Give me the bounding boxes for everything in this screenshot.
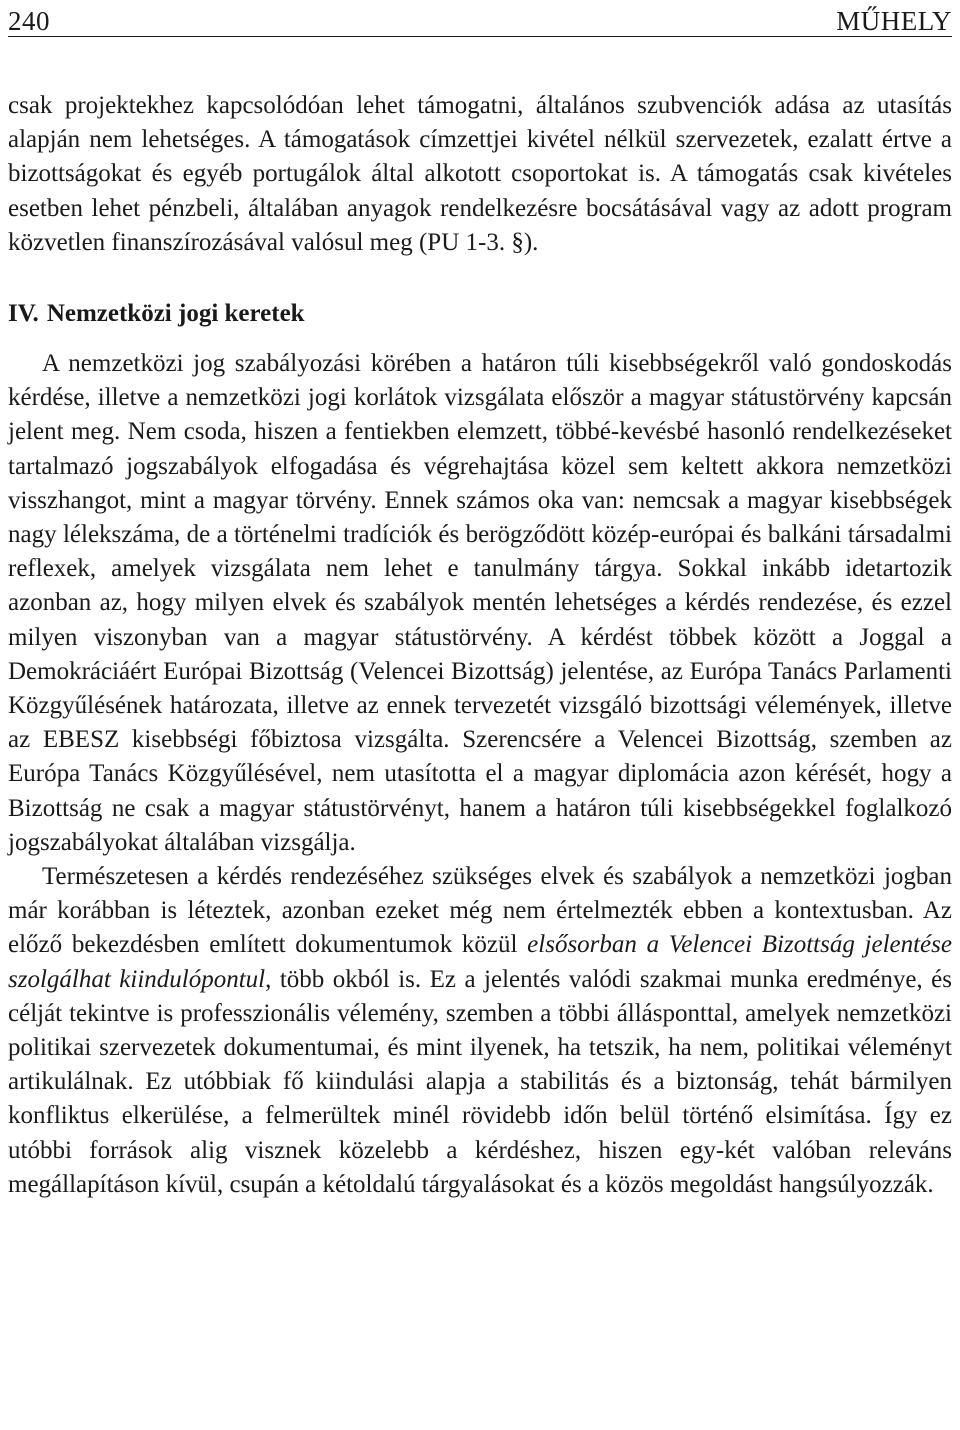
body-text bbox=[8, 89, 952, 1202]
paragraph-continued: csak projektekhez kapcsolódóan lehet támogatni, általános szubvenciók adása az utasítás alapján nem lehetséges. A támogatások címzettjei kivétel nélkül szervezetek, ezalatt értve a bizottságokat és egyéb portugálok által alkotott csoportokat is. A támogatás csak kivételes esetben lehet pénzbeli, általában anyagok rendelkezésre bocsátásával vagy az adott program közvetlen finanszírozásával valósul meg (PU 1-3. §). bbox=[8, 92, 952, 256]
page-number: 240 bbox=[8, 6, 50, 36]
document-page bbox=[8, 0, 952, 1202]
paragraph-text: Természetesen a kérdés rendezéséhez szükséges elvek és szabályok a nemzetközi jogban már korábban is léteztek, azonban ezeket még nem értelmezték ebben a kontextusban. Az előző bekezdésben említett dokumentumok közül bbox=[8, 863, 952, 959]
running-header bbox=[8, 0, 952, 37]
paragraph: A nemzetközi jog szabályozási körében a határon túli kisebbségekről való gondoskodás kérdése, illetve a nemzetközi jogi korlátok vizsgálata először a magyar státustörvény kapcsán jelent meg. Nem csoda, hiszen a fentiekben elemzett, többé-kevésbé hasonló rendelkezéseket tartalmazó jogszabályok elfogadása és végrehajtása közel sem keltett akkora nemzetközi visszhangot, mint a magyar törvény. Ennek számos oka van: nemcsak a magyar kisebbségek nagy lélekszáma, de a történelmi tradíciók és berögződött közép-európai és balkáni társadalmi reflexek, amelyek vizsgálata nem lehet e tanulmány tárgya. Sokkal inkább idetartozik azonban az, hogy milyen elvek és szabályok mentén lehetséges a kérdés rendezése, és ezzel milyen viszonyban van a magyar státustörvény. A kérdést többek között a Joggal a Demokráciáért Európai Bizottság (Velencei Bizottság) jelentése, az Európa Tanács Parlamenti Közgyűlésének határozata, illetve az ennek tervezetét vizsgáló bizottsági vélemények, illetve az EBESZ kisebbségi főbiztosa vizsgálta. Szerencsére a Velencei Bizottság, szemben az Európa Tanács Közgyűlésével, nem utasította el a magyar diplomácia azon kérését, hogy a Bizottság ne csak a magyar státustörvényt, hanem a határon túli kisebbségekkel foglalkozó jogszabályokat általában vizsgálja. bbox=[8, 350, 952, 856]
section-title: MŰHELY bbox=[836, 6, 952, 36]
heading-title: Nemzetközi jogi keretek bbox=[46, 300, 305, 328]
paragraph-text: , több okból is. Ez a jelentés valódi szakmai munka eredménye, és célját tekintve is professzionális vélemény, szemben a többi állásponttal, amelyek nemzetközi politikai szervezetek dokumentumai, és mint ilyenek, ha tetszik, ha nem, politikai véleményt artikulálnak. Ez utóbbiak fő kiindulási alapja a stabilitás és a biztonság, tehát bármilyen konfliktus elkerülése, a felmerültek minél rövidebb időn belül történő elsimítása. Így ez utóbbi források alig visznek közelebb a kérdéshez, hiszen egy-két valóban releváns megállapításon kívül, csupán a kétoldalú tárgyalásokat és a közös megoldást hangsúlyozzák. bbox=[8, 965, 952, 1198]
heading-number: IV. bbox=[8, 300, 39, 328]
italic-emphasis: elsősorban a Velencei Bizottság jelentése szolgálhat kiindulópontul bbox=[8, 931, 952, 993]
paragraph bbox=[8, 860, 952, 1202]
section-heading bbox=[8, 297, 952, 331]
